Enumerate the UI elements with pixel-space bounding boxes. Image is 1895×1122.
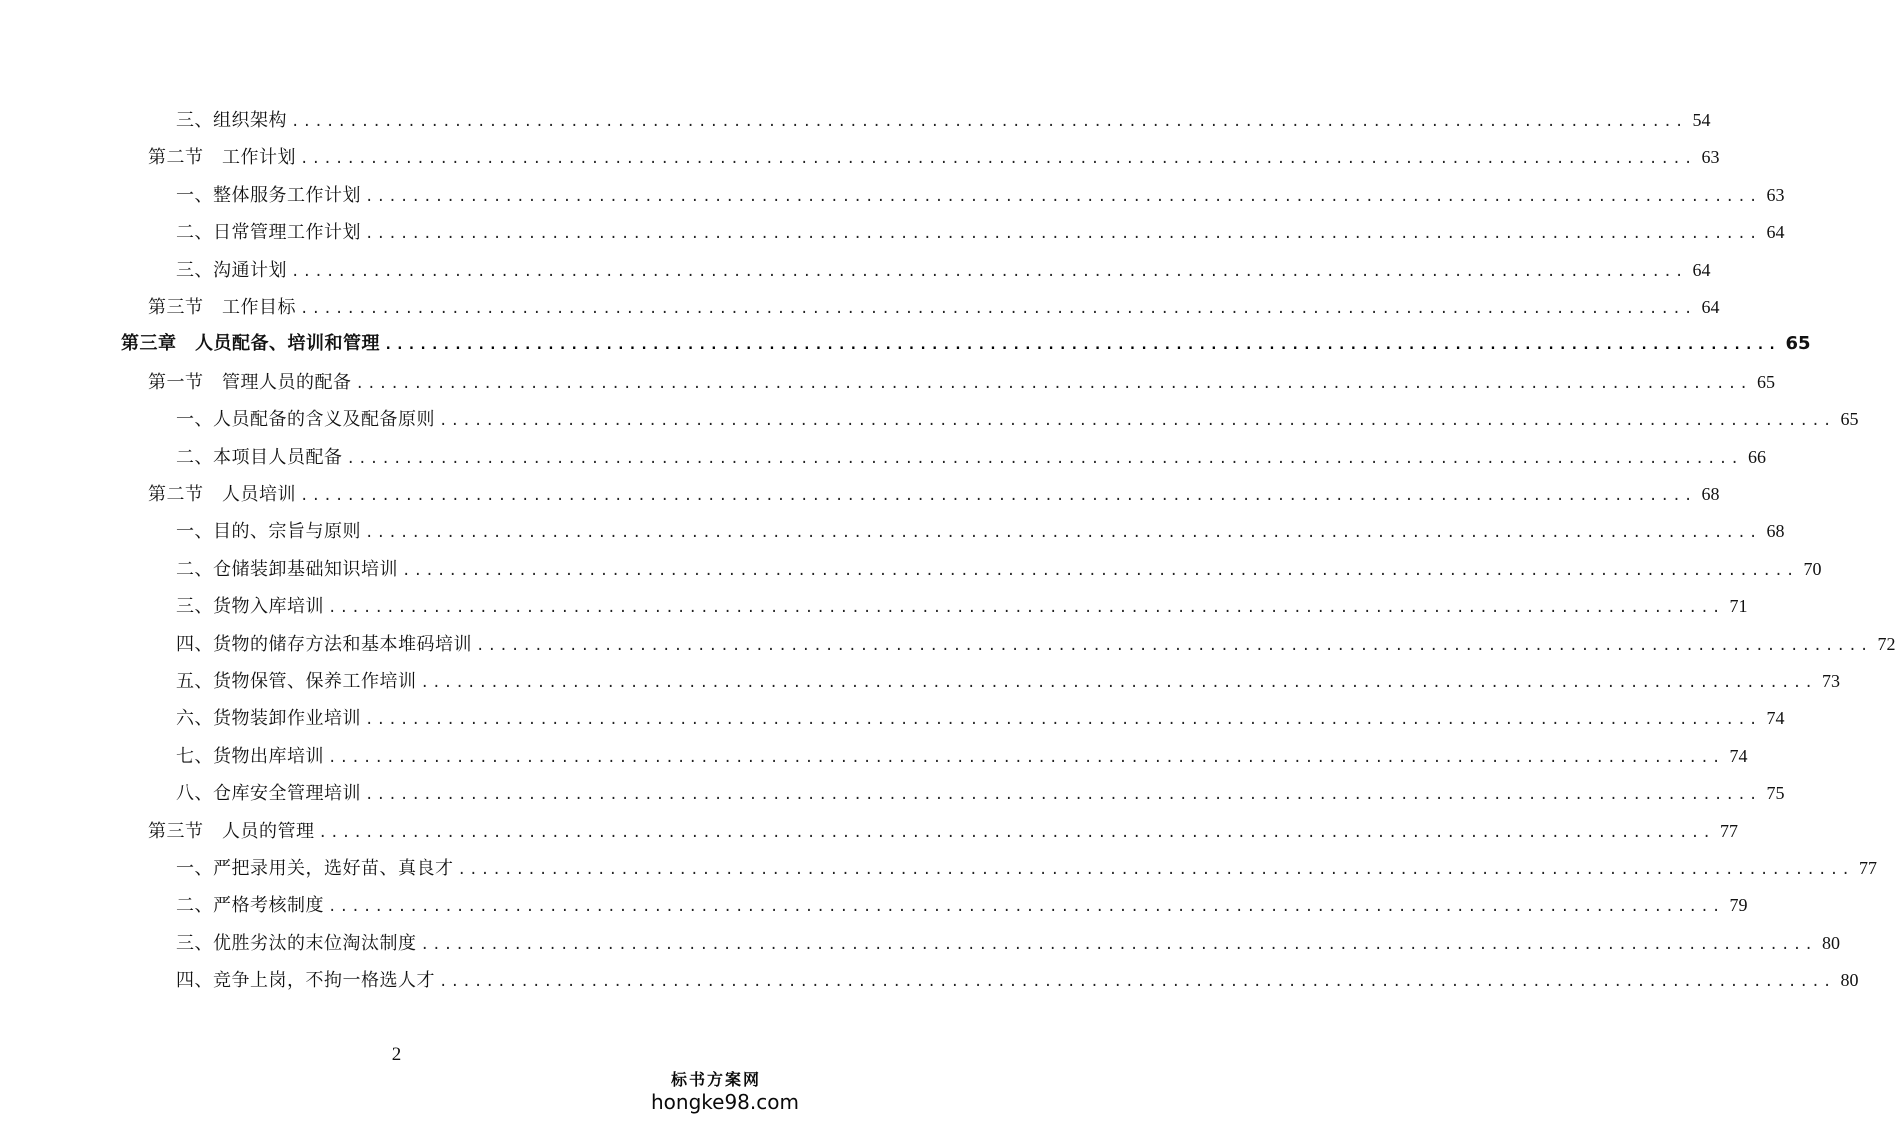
toc-entry-title: 二、日常管理工作计划: [176, 222, 361, 244]
toc-entry[interactable]: [176, 220, 1785, 244]
toc-entry-title: 二、严格考核制度: [176, 895, 324, 917]
toc-entry-page: 71: [1729, 596, 1748, 617]
toc-dot-leader: ........................................................................................................................: [457, 862, 1853, 878]
toc-entry-title: 三、沟通计划: [176, 259, 287, 281]
toc-entry-title: 七、货物出库培训: [176, 745, 324, 767]
toc-entry[interactable]: [121, 332, 1811, 356]
toc-entry-page: 72: [1877, 633, 1895, 654]
toc-entry-page: 75: [1766, 783, 1785, 804]
toc-dot-leader: ........................................................................................................................: [365, 525, 1761, 542]
toc-dot-leader: ........................................................................................................................: [365, 787, 1761, 804]
toc-entry[interactable]: [176, 744, 1748, 768]
toc-dot-leader: ........................................................................................................................: [300, 151, 1696, 168]
toc-entry-title: 八、仓库安全管理培训: [176, 783, 361, 805]
toc-entry-title: 第一节 管理人员的配备: [148, 371, 352, 393]
toc-entry-title: 六、货物装卸作业培训: [176, 708, 361, 730]
toc-entry-title: 二、本项目人员配备: [176, 446, 343, 468]
toc-entry-title: 三、货物入库培训: [176, 596, 324, 618]
toc-dot-leader: ........................................................................................................................: [346, 450, 1742, 467]
toc-dot-leader: ........................................................................................................................: [420, 936, 1816, 953]
toc-entry-page: 64: [1692, 259, 1711, 280]
toc-entry[interactable]: [176, 893, 1748, 917]
toc-dot-leader: ........................................................................................................................: [365, 712, 1761, 729]
toc-entry[interactable]: [148, 295, 1720, 319]
toc-dot-leader: ........................................................................................................................: [300, 488, 1696, 504]
toc-entry-page: 65: [1756, 371, 1775, 392]
toc-entry-title: 一、严把录用关，选好苗、真良才: [176, 858, 454, 879]
toc-dot-leader: ........................................................................................................................: [328, 600, 1724, 617]
toc-entry[interactable]: [176, 968, 1859, 992]
toc-entry-page: 64: [1701, 297, 1720, 317]
toc-entry[interactable]: [176, 407, 1859, 431]
toc-entry[interactable]: [176, 519, 1785, 543]
toc-entry[interactable]: [176, 594, 1748, 618]
toc-dot-leader: ........................................................................................................................: [365, 188, 1761, 205]
toc-entry-page: 80: [1821, 932, 1840, 953]
toc-dot-leader: ........................................................................................................................: [420, 675, 1816, 691]
toc-entry-page: 80: [1840, 970, 1859, 991]
toc-entry[interactable]: [176, 445, 1766, 469]
toc-entry-title: 五、货物保管、保养工作培训: [176, 671, 417, 692]
toc-dot-leader: ........................................................................................................................: [439, 974, 1835, 991]
toc-dot-leader: ........................................................................................................................: [384, 337, 1780, 354]
toc-entry-page: 77: [1719, 820, 1738, 841]
toc-dot-leader: ........................................................................................................................: [439, 413, 1835, 430]
toc-entry-title: 第三节 人员的管理: [148, 820, 315, 842]
toc-entry-page: 68: [1766, 521, 1785, 542]
toc-dot-leader: ........................................................................................................................: [300, 301, 1696, 317]
toc-entry-page: 70: [1803, 558, 1822, 579]
toc-entry-page: 65: [1785, 333, 1811, 355]
toc-entry[interactable]: [176, 632, 1895, 656]
toc-entry[interactable]: [148, 370, 1775, 394]
toc-entry[interactable]: [176, 557, 1822, 581]
watermark-title: 标书方案网: [670, 1070, 761, 1089]
toc-entry[interactable]: [176, 669, 1840, 693]
watermark: [651, 1070, 799, 1114]
toc-entry[interactable]: [148, 482, 1720, 506]
toc-dot-leader: ........................................................................................................................: [355, 375, 1751, 392]
toc-entry-page: 68: [1701, 484, 1720, 504]
toc-entry-page: 66: [1747, 446, 1766, 467]
toc-entry[interactable]: [148, 145, 1720, 169]
toc-dot-leader: ........................................................................................................................: [291, 263, 1687, 280]
toc-entry[interactable]: [176, 258, 1711, 282]
toc-entry-page: 74: [1729, 745, 1748, 766]
toc-entry-title: 三、组织架构: [176, 110, 287, 131]
toc-entry-page: 74: [1766, 708, 1785, 729]
toc-entry-title: 第三节 工作目标: [148, 297, 296, 318]
toc-dot-leader: ........................................................................................................................: [476, 637, 1872, 654]
toc-entry-title: 第二节 人员培训: [148, 484, 296, 505]
toc-entry-title: 第三章 人员配备、培训和管理: [121, 333, 380, 355]
toc-entry-title: 四、竞争上岗，不拘一格选人才: [176, 970, 435, 992]
toc-dot-leader: ........................................................................................................................: [328, 749, 1724, 766]
toc-entry-page: 64: [1766, 222, 1785, 243]
toc-entry-page: 63: [1701, 147, 1720, 168]
toc-entry[interactable]: [176, 108, 1711, 132]
page-number: 2: [391, 1044, 402, 1065]
toc-entry-page: 54: [1692, 110, 1711, 130]
toc-dot-leader: ........................................................................................................................: [291, 114, 1687, 130]
toc-entry-title: 二、仓储装卸基础知识培训: [176, 558, 398, 580]
toc-entry-page: 65: [1840, 409, 1859, 430]
toc-entry-title: 一、整体服务工作计划: [176, 184, 361, 206]
toc-entry-title: 三、优胜劣汰的末位淘汰制度: [176, 932, 417, 954]
toc-entry-page: 79: [1729, 895, 1748, 916]
toc-entry[interactable]: [176, 781, 1785, 805]
toc-entry[interactable]: [176, 183, 1785, 207]
toc-dot-leader: ........................................................................................................................: [402, 562, 1798, 579]
toc-entry[interactable]: [176, 856, 1877, 880]
toc-dot-leader: ........................................................................................................................: [365, 226, 1761, 243]
toc-entry[interactable]: [176, 931, 1840, 955]
toc-entry-page: 77: [1858, 858, 1877, 878]
toc-entry-title: 四、货物的储存方法和基本堆码培训: [176, 633, 472, 655]
toc-entry-title: 第二节 工作计划: [148, 147, 296, 169]
toc-entry-title: 一、目的、宗旨与原则: [176, 521, 361, 543]
toc-entry[interactable]: [176, 706, 1785, 730]
toc-entry-page: 73: [1821, 671, 1840, 691]
toc-dot-leader: ........................................................................................................................: [318, 824, 1714, 841]
watermark-url: hongke98.com: [651, 1090, 799, 1114]
toc-entry[interactable]: [148, 819, 1738, 843]
toc-entry-title: 一、人员配备的含义及配备原则: [176, 409, 435, 431]
toc-dot-leader: ........................................................................................................................: [328, 899, 1724, 916]
toc-entry-page: 63: [1766, 184, 1785, 205]
